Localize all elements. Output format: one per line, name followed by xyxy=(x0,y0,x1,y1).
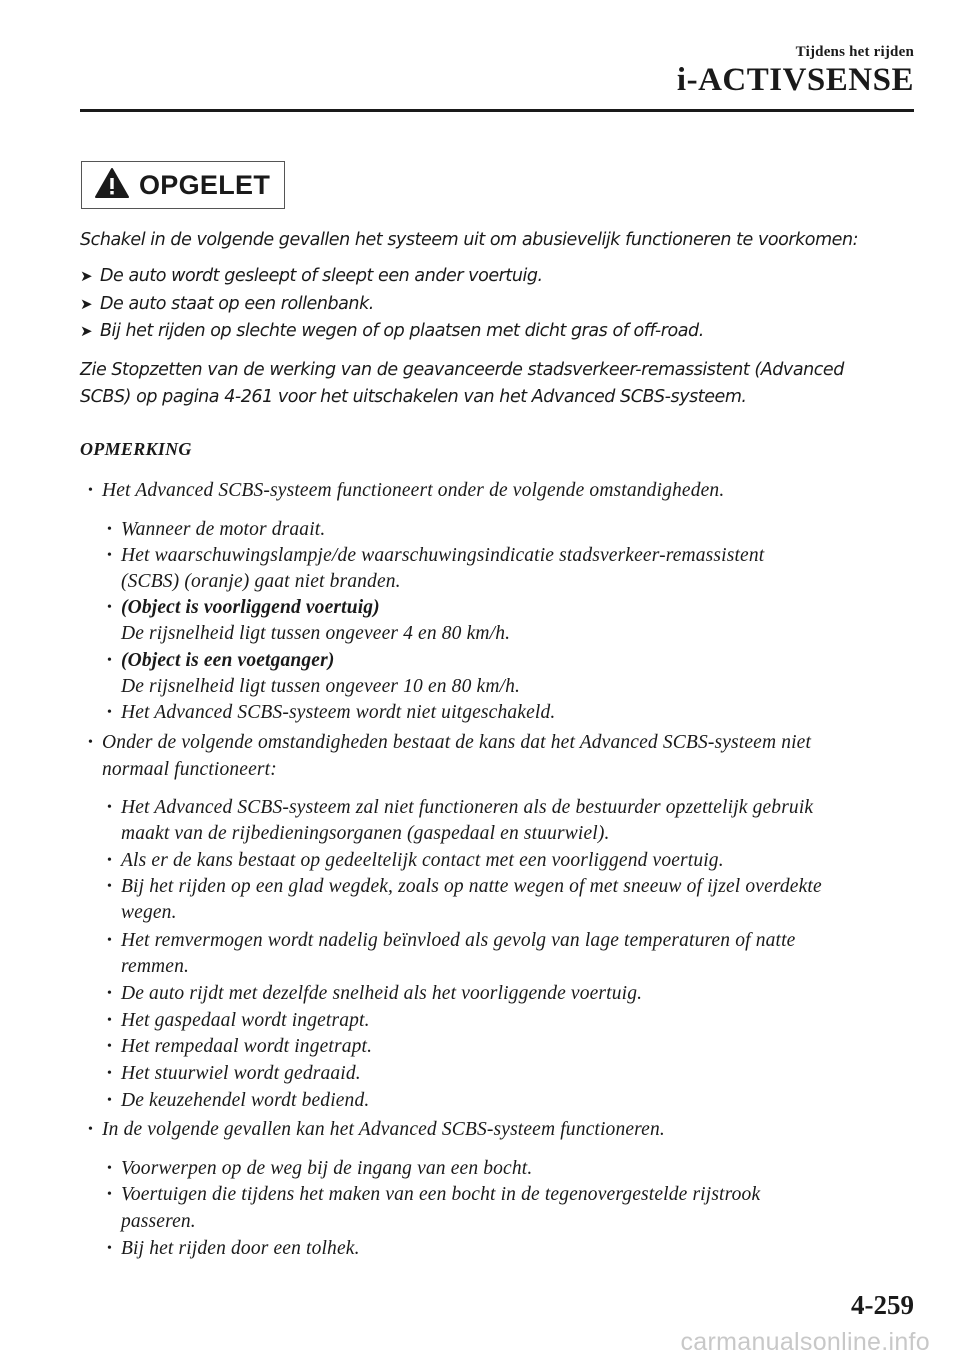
arrow-bullet-icon: ➤ xyxy=(80,322,93,340)
arrow-bullet-icon: ➤ xyxy=(80,295,93,313)
caution-bullet xyxy=(80,321,704,341)
note-subitem-cont: passeren. xyxy=(121,1211,196,1232)
caution-reference-line: Zie Stopzetten van de werking van de geavanceerde stadsverkeer-remassistent (Advanced xyxy=(80,360,844,380)
note-subitem-text: Het gaspedaal wordt ingetrapt. xyxy=(121,1010,370,1031)
note-title: OPMERKING xyxy=(80,439,192,459)
bullet-dot-icon: • xyxy=(88,1122,94,1137)
note-subitem-heading: (Object is een voetganger) xyxy=(121,650,335,671)
bullet-dot-icon: • xyxy=(107,653,113,668)
caution-bullet-text: De auto staat op een rollenbank. xyxy=(100,294,374,314)
bullet-dot-icon: • xyxy=(107,879,113,894)
bullet-dot-icon: • xyxy=(107,1187,113,1202)
note-subitem xyxy=(107,1090,369,1112)
bullet-dot-icon: • xyxy=(88,483,94,498)
note-item-cont: normaal functioneert: xyxy=(102,759,277,780)
bullet-dot-icon: • xyxy=(107,800,113,815)
note-subitem xyxy=(107,545,764,567)
note-subitem-text: Voorwerpen op de weg bij de ingang van een bocht. xyxy=(121,1158,533,1179)
caution-bullet xyxy=(80,294,374,314)
caution-intro: Schakel in de volgende gevallen het systeem uit om abusievelijk functioneren te voorkomen: xyxy=(80,230,859,250)
bullet-dot-icon: • xyxy=(107,1241,113,1256)
note-subitem-text: Het rempedaal wordt ingetrapt. xyxy=(121,1036,373,1057)
arrow-bullet-icon: ➤ xyxy=(80,267,93,285)
note-subitem-cont: wegen. xyxy=(121,902,177,923)
note-subitem-text: Als er de kans bestaat op gedeeltelijk contact met een voorliggend voertuig. xyxy=(121,850,724,871)
note-subitem-text: Wanneer de motor draait. xyxy=(121,519,326,540)
note-subitem-text: Bij het rijden door een tolhek. xyxy=(121,1238,360,1259)
note-subitem xyxy=(107,519,325,541)
caution-box xyxy=(81,161,285,209)
note-subitem xyxy=(107,650,334,672)
note-subitem xyxy=(107,1238,360,1260)
note-subitem xyxy=(107,850,724,872)
note-subitem-cont: maakt van de rijbedieningsorganen (gaspedaal en stuurwiel). xyxy=(121,823,610,844)
header-title: i-ACTIVSENSE xyxy=(676,62,914,98)
watermark: carmanualsonline.info xyxy=(680,1328,930,1356)
warning-triangle-icon xyxy=(82,167,130,204)
note-subitem-text: Voertuigen die tijdens het maken van een bocht in de tegenovergestelde rijstrook xyxy=(121,1184,761,1205)
note-subitem-text: Het stuurwiel wordt gedraaid. xyxy=(121,1063,361,1084)
bullet-dot-icon: • xyxy=(107,1093,113,1108)
caution-bullet xyxy=(80,266,543,286)
note-subitem xyxy=(107,930,795,952)
note-subitem-text: Het waarschuwingslampje/de waarschuwingsindicatie stadsverkeer-remassistent xyxy=(121,545,765,566)
bullet-dot-icon: • xyxy=(107,1161,113,1176)
bullet-dot-icon: • xyxy=(88,735,94,750)
caution-label: OPGELET xyxy=(139,169,271,200)
note-subitem xyxy=(107,1158,532,1180)
note-item-text: Het Advanced SCBS-systeem functioneert onder de volgende omstandigheden. xyxy=(102,480,725,501)
note-subitem xyxy=(107,1063,361,1085)
caution-bullet-text: Bij het rijden op slechte wegen of op plaatsen met dicht gras of off-road. xyxy=(100,321,704,341)
header-rule xyxy=(80,109,914,112)
note-subitem xyxy=(107,983,642,1005)
bullet-dot-icon: • xyxy=(107,600,113,615)
note-subitem-text: De keuzehendel wordt bediend. xyxy=(121,1090,370,1111)
note-item xyxy=(88,732,811,754)
note-subitem-heading: (Object is voorliggend voertuig) xyxy=(121,597,380,618)
note-subitem xyxy=(107,597,380,619)
bullet-dot-icon: • xyxy=(107,1066,113,1081)
caution-reference-line: SCBS) op pagina 4-261 voor het uitschakelen van het Advanced SCBS-systeem. xyxy=(80,387,747,407)
note-subitem xyxy=(107,702,555,724)
note-subitem-text: Het remvermogen wordt nadelig beïnvloed als gevolg van lage temperaturen of natte xyxy=(121,930,796,951)
note-subitem-cont: remmen. xyxy=(121,956,190,977)
bullet-dot-icon: • xyxy=(107,853,113,868)
bullet-dot-icon: • xyxy=(107,1039,113,1054)
note-item-text: Onder de volgende omstandigheden bestaat de kans dat het Advanced SCBS-systeem niet xyxy=(102,732,812,753)
bullet-dot-icon: • xyxy=(107,933,113,948)
note-subitem-text: Het Advanced SCBS-systeem zal niet functioneren als de bestuurder opzettelijk gebruik xyxy=(121,797,814,818)
note-subitem-cont: De rijsnelheid ligt tussen ongeveer 4 en 80 km/h. xyxy=(121,623,511,644)
bullet-dot-icon: • xyxy=(107,522,113,537)
note-subitem-text: De auto rijdt met dezelfde snelheid als het voorliggende voertuig. xyxy=(121,983,643,1004)
note-subitem xyxy=(107,797,813,819)
note-subitem xyxy=(107,1010,370,1032)
note-subitem-text: Bij het rijden op een glad wegdek, zoals op natte wegen of met sneeuw of ijzel overdekte xyxy=(121,876,822,897)
note-subitem-cont: De rijsnelheid ligt tussen ongeveer 10 en 80 km/h. xyxy=(121,676,521,697)
header-section-label: Tijdens het rijden xyxy=(795,44,914,60)
page-number: 4-259 xyxy=(851,1290,914,1320)
note-subitem xyxy=(107,1184,760,1206)
bullet-dot-icon: • xyxy=(107,986,113,1001)
note-subitem-cont: (SCBS) (oranje) gaat niet branden. xyxy=(121,571,401,592)
bullet-dot-icon: • xyxy=(107,548,113,563)
bullet-dot-icon: • xyxy=(107,1013,113,1028)
note-subitem-text: Het Advanced SCBS-systeem wordt niet uitgeschakeld. xyxy=(121,702,556,723)
note-item xyxy=(88,1119,665,1141)
note-subitem xyxy=(107,876,822,898)
note-item xyxy=(88,480,724,502)
caution-bullet-text: De auto wordt gesleept of sleept een ander voertuig. xyxy=(100,266,543,286)
note-subitem xyxy=(107,1036,372,1058)
note-item-text: In de volgende gevallen kan het Advanced SCBS-systeem functioneren. xyxy=(102,1119,665,1140)
bullet-dot-icon: • xyxy=(107,705,113,720)
